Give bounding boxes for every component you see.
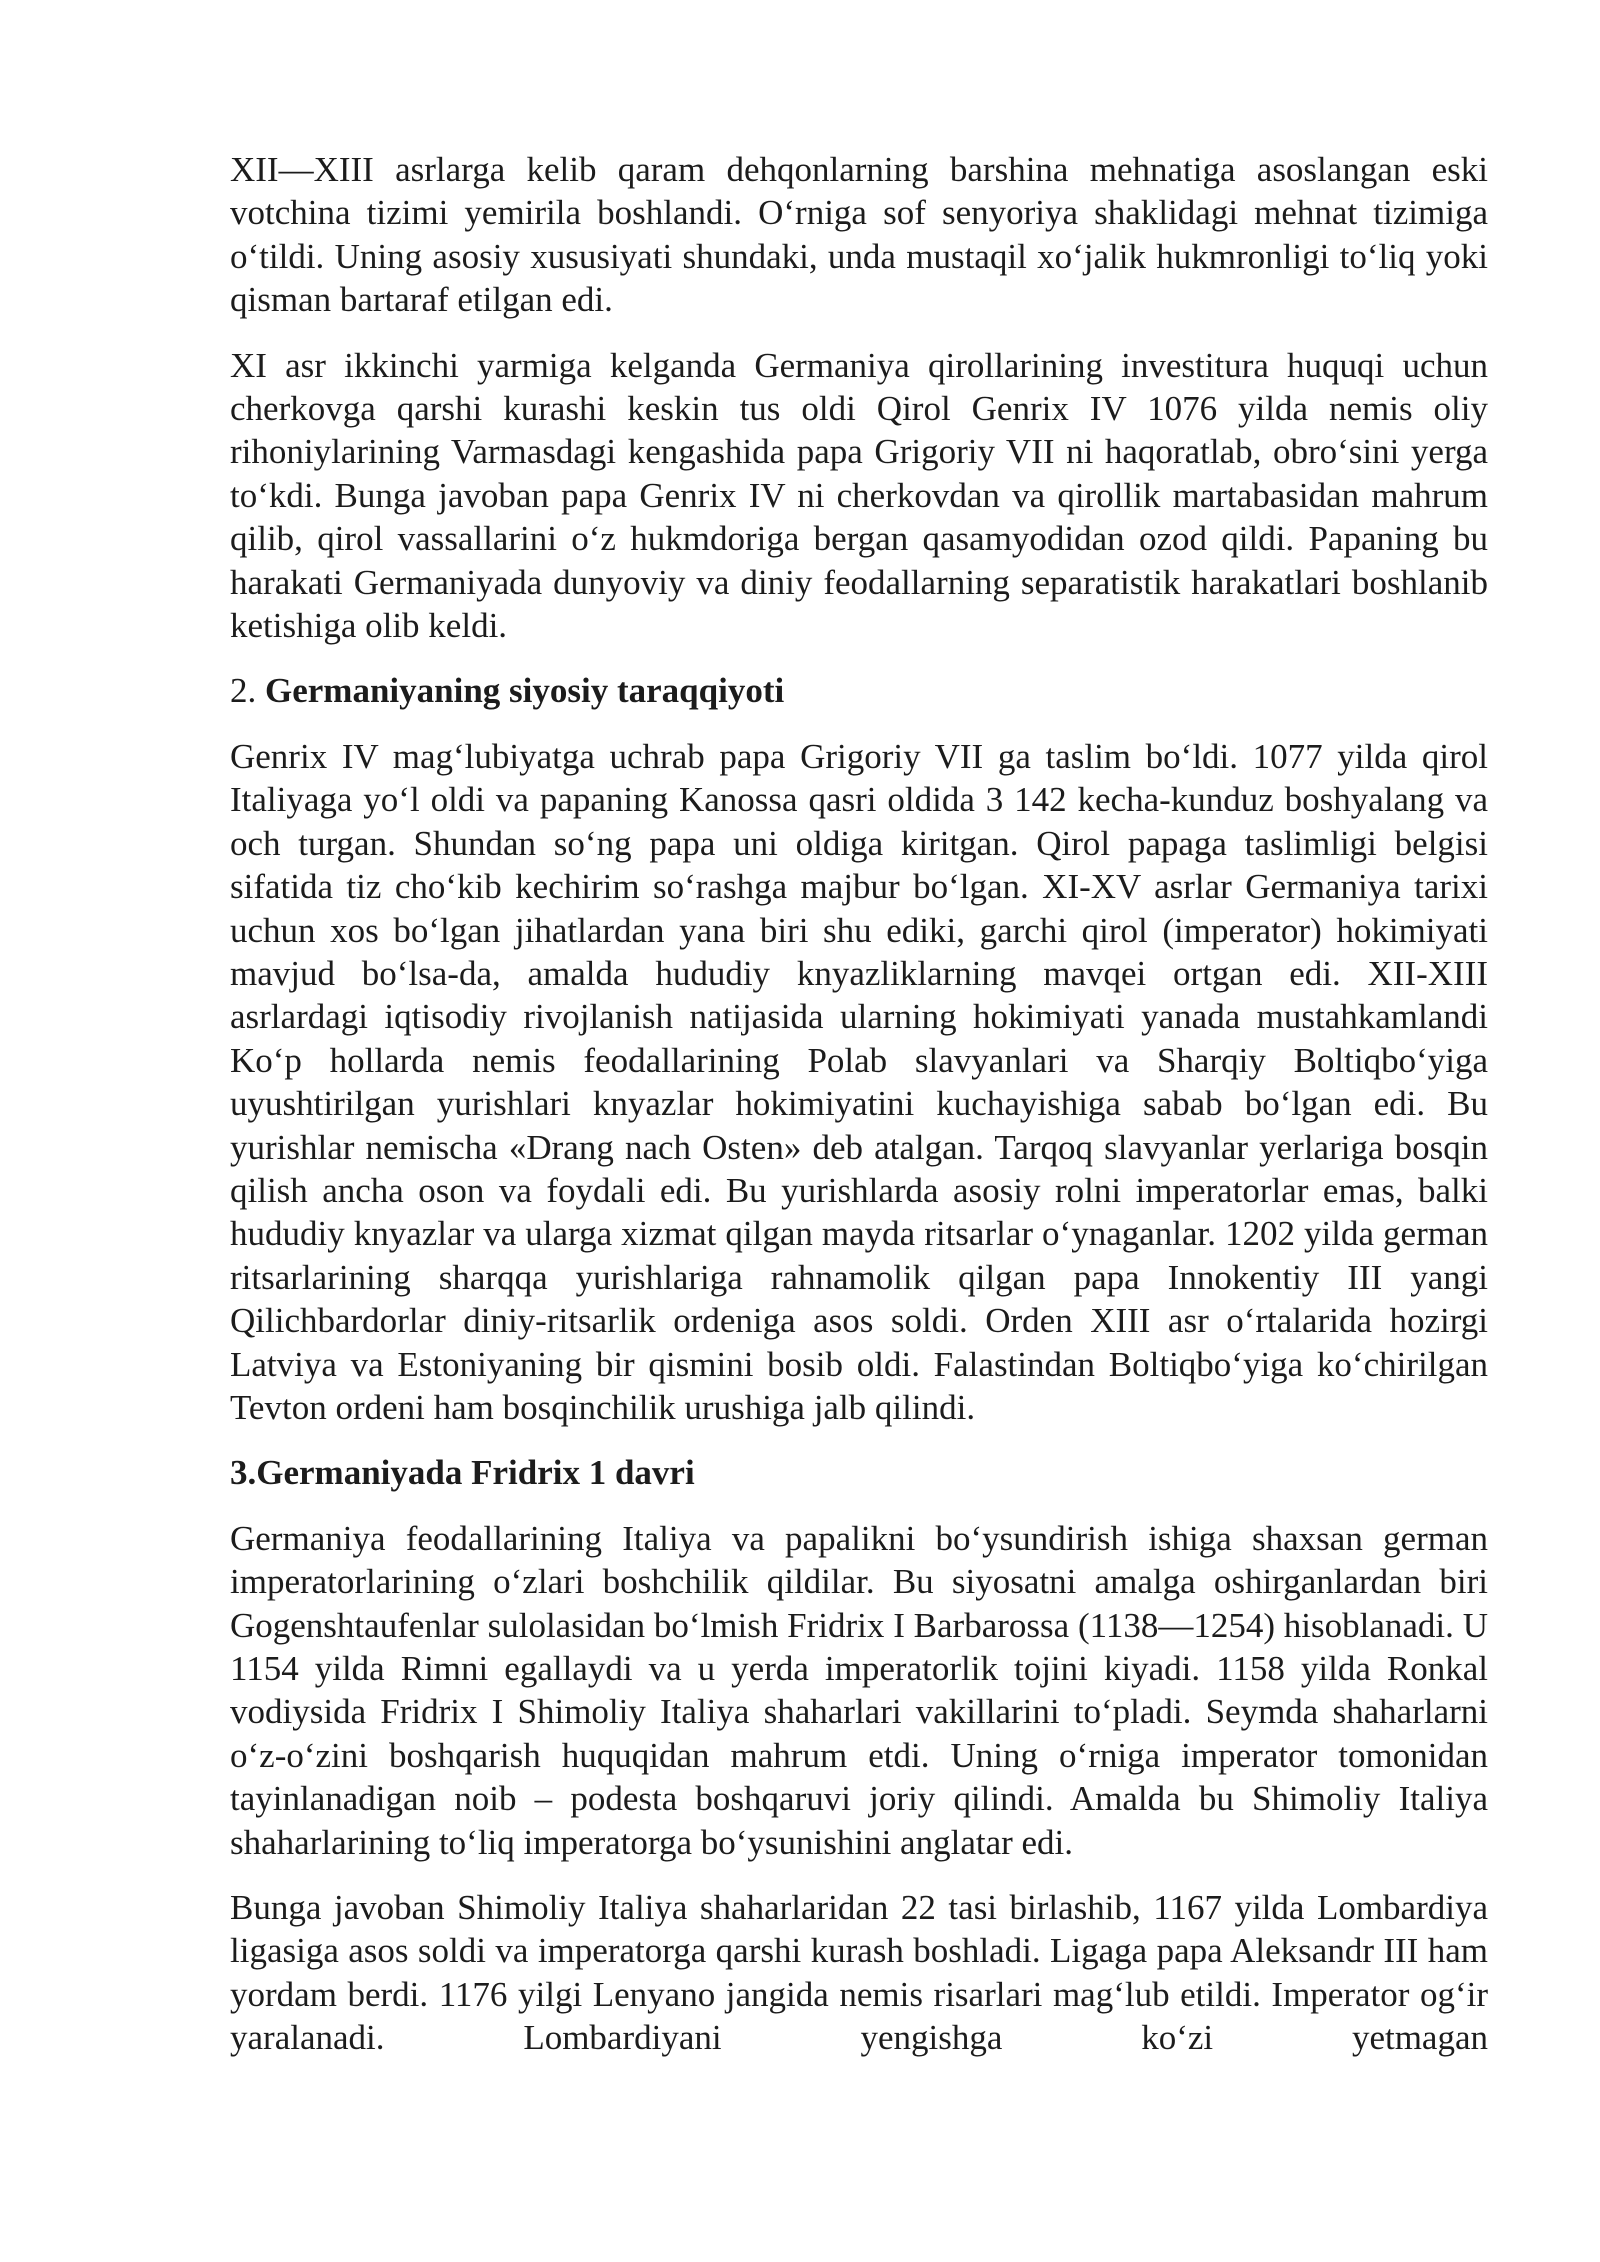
paragraph-barbarossa-italy: Germaniya feodallarining Italiya va papalikni bo‘ysundirish ishiga shaxsan german imperatorlarining o‘zlari boshchilik qildilar. Bu siyosatni amalga oshirganlardan biri Gogenshtaufenlar sulolasidan bo‘lmish Fridrix I Barbarossa (1138—1254) hisoblanadi. U 1154 yilda Rimni egallaydi va u yerda imperatorlik tojini kiyadi. 1158 yilda Ronkal vodiysida Fridrix I Shimoliy Italiya shaharlari vakillarini to‘pladi. Seymda shaharlarni o‘z-o‘zini boshqarish huquqidan mahrum etdi. Uning o‘rniga imperator tomonidan tayinlanadigan noib – podesta boshqaruvi joriy qilindi. Amalda bu Shimoliy Italiya shaharlarining to‘liq imperatorga bo‘ysunishini anglatar edi. (230, 1518, 1488, 1862)
paragraph-lombard-league: Bunga javoban Shimoliy Italiya shaharlaridan 22 tasi birlashib, 1167 yilda Lombardiya ligasiga asos soldi va imperatorga qarshi kurash boshladi. Ligaga papa Aleksandr III ham yordam berdi. 1176 yilgi Lenyano jangida nemis risarlari mag‘lub etildi. Imperator og‘ir yaralanadi. Lombardiyani yengishga ko‘zi yetmagan (230, 1888, 1488, 2058)
section-number: 2. (230, 671, 257, 711)
paragraph-canossa-and-princes: Genrix IV mag‘lubiyatga uchrab papa Grigoriy VII ga taslim bo‘ldi. 1077 yilda qirol Italiyaga yo‘l oldi va papaning Kanossa qasri oldida 3 142 kecha-kunduz boshyalang va och turgan. Shundan so‘ng papa uni oldiga kiritgan. Qirol papaga taslimligi belgisi sifatida tiz cho‘kib kechirim so‘rashga majbur bo‘lgan. XI-XV asrlar Germaniya tarixi uchun xos bo‘lgan jihatlardan yana biri shu ediki, garchi qirol (imperator) hokimiyati mavjud bo‘lsa-da, amalda hududiy knyazliklarning mavqei ortgan edi. XII-XIII asrlardagi iqtisodiy rivojlanish natijasida ularning hokimiyati yanada mustahkamlandi Ko‘p hollarda nemis feodallarining Polab slavyanlari va Sharqiy Boltiqbo‘yiga uyushtirilgan yurishlari knyazlar hokimiyatini kuchayishiga sabab bo‘lgan edi. Bu yurishlar nemischa «Drang nach Osten» deb atalgan. Tarqoq slavyanlar yerlariga bosqin qilish ancha oson va foydali edi. Bu yurishlarda asosiy rolni imperatorlar emas, balki hududiy knyazlar va ularga xizmat qilgan mayda ritsarlar o‘ynaganlar. 1202 yilda german ritsarlarining sharqqa yurishlariga rahnamolik qilgan papa Innokentiy III yangi Qilichbardorlar diniy-ritsarlik ordeniga asos soldi. Orden XIII asr o‘rtalarida hozirgi Latviya va Estoniyaning bir qismini bosib oldi. Falastindan Boltiqbo‘yiga ko‘chirilgan Tevton ordeni ham bosqinchilik urushiga jalb qilindi. (230, 736, 1488, 1427)
section-title: Germaniyaning siyosiy taraqqiyoti (256, 671, 785, 711)
paragraph-votchina-system: XII—XIII asrlarga kelib qaram dehqonlarning barshina mehnatiga asoslangan eski votchina tizimi yemirila boshlandi. O‘rniga sof senyoriya shaklidagi mehnat tizimiga o‘tildi. Uning asosiy xususiyati shundaki, unda mustaqil xo‘jalik hukmronligi to‘liq yoki qisman bartaraf etilgan edi. (230, 150, 1488, 320)
section-heading-frederick-era: 3.Germaniyada Fridrix 1 davri (230, 1453, 695, 1493)
paragraph-investiture-struggle: XI asr ikkinchi yarmiga kelganda Germaniya qirollarining investitura huquqi uchun cherkovga qarshi kurashi keskin tus oldi Qirol Genrix IV 1076 yilda nemis oliy rihoniylarining Varmasdagi kengashida papa Grigoriy VII ni haqoratlab, obro‘sini yerga to‘kdi. Bunga javoban papa Genrix IV ni cherkovdan va qirollik martabasidan mahrum qilib, qirol vassallarini o‘z hukmdoriga bergan qasamyodidan ozod qildi. Papaning bu harakati Germaniyada dunyoviy va diniy feodallarning separatistik harakatlari boshlanib ketishiga olib keldi. (230, 345, 1488, 646)
section-heading-political-development (230, 669, 1488, 712)
document-page (230, 148, 1488, 2060)
